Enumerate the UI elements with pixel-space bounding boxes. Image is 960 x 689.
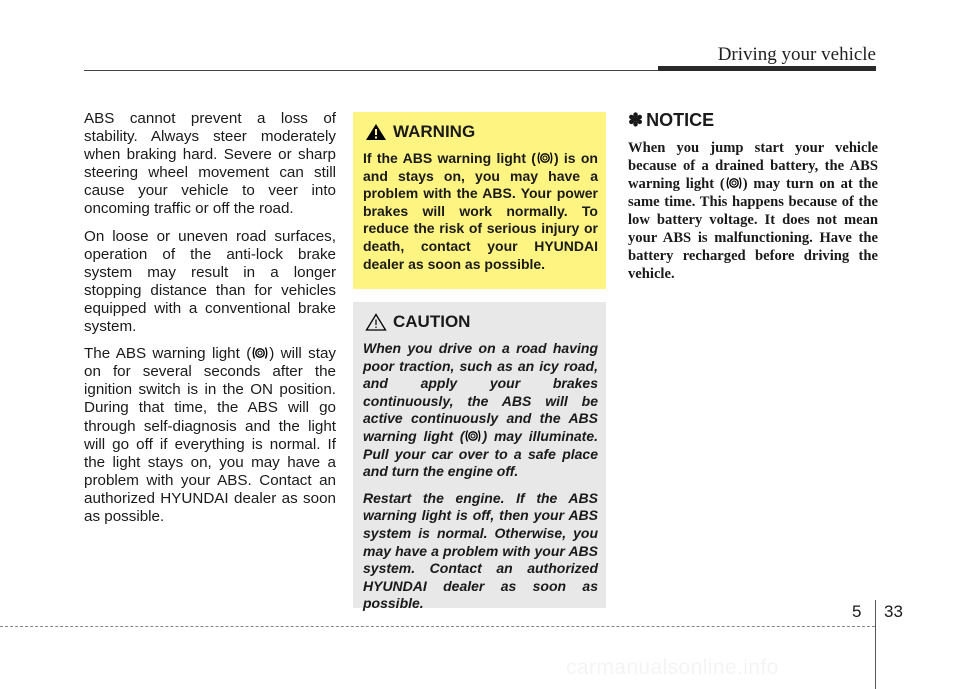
notice-star-icon: ✽ — [628, 110, 644, 130]
caution-paragraph-1 — [363, 340, 598, 481]
left-column — [84, 110, 336, 535]
warning-title — [365, 122, 598, 142]
warning-triangle-icon — [365, 123, 387, 141]
page-number: 33 — [884, 602, 903, 621]
abs-warning-icon — [251, 345, 269, 361]
header-rule-accent — [658, 66, 876, 71]
text-fragment: When you drive on a road having poor traction, such as an icy road, and apply your brakes continuously, the ABS will be active continuously and the ABS warning light ( — [363, 340, 598, 444]
chapter-number: 5 — [852, 602, 862, 621]
caution-box — [353, 302, 606, 612]
caution-title — [365, 312, 598, 332]
abs-warning-icon — [536, 150, 554, 166]
right-column — [628, 110, 878, 283]
text-fragment: ) will stay on for several seconds after the ignition switch is in the ON position. During that time, the ABS will go through self-diagnosis and the light will go off if everything is normal. If the light stays on, you may have a problem with your ABS. Contact an authorized HYUNDAI dealer as soon as possible. — [84, 345, 336, 525]
abs-warning-icon — [464, 428, 482, 444]
warning-title-text: WARNING — [393, 122, 476, 141]
notice-text — [628, 139, 878, 283]
text-fragment: ) is on and stays on, you may have a problem with the ABS. Your power brakes will work normally. To reduce the risk of serious injury or death, contact your HYUNDAI dealer as soon as possible. — [363, 150, 598, 272]
caution-triangle-icon — [365, 313, 387, 331]
footer-divider — [875, 600, 876, 689]
caution-paragraph-2: Restart the engine. If the ABS warning light is off, then your ABS system is normal. Otherwise, you may have a problem with your ABS system. Contact an authorized HYUNDAI dealer as soon as possible. — [363, 489, 598, 612]
abs-warning-icon — [725, 175, 743, 191]
notice-title-text: NOTICE — [646, 110, 715, 130]
paragraph-loose-surfaces: On loose or uneven road surfaces, operation of the anti-lock brake system may result in a longer stopping distance than for vehicles equipped with a conventional brake system. — [84, 227, 336, 336]
text-fragment: ) may turn on at the same time. This happens because of the low battery voltage. It does not mean your ABS is malfunctioning. Have the battery recharged before driving the vehicle. — [628, 176, 879, 282]
header-rule — [84, 70, 664, 71]
page-header-title: Driving your vehicle — [717, 44, 876, 65]
text-fragment: If the ABS warning light ( — [363, 150, 536, 166]
paragraph-abs-light — [84, 345, 336, 526]
warning-text — [363, 150, 598, 273]
paragraph-abs-stability: ABS cannot prevent a loss of stability. Always steer moderately when braking hard. Severe or sharp steering wheel movement can still cause your vehicle to veer into oncoming traffic or off the road. — [84, 110, 336, 218]
text-fragment: The ABS warning light ( — [84, 345, 252, 363]
text-fragment: When you jump start your vehicle because of a drained battery, the ABS warning light ( — [628, 140, 878, 192]
warning-box — [353, 112, 606, 289]
footer-rule — [0, 626, 875, 627]
text-fragment: ) may illuminate. Pull your car over to a safe place and turn the engine off. — [363, 427, 599, 480]
watermark: carmanualsonline.info — [566, 656, 779, 679]
notice-title — [628, 110, 878, 131]
caution-title-text: CAUTION — [393, 312, 471, 331]
